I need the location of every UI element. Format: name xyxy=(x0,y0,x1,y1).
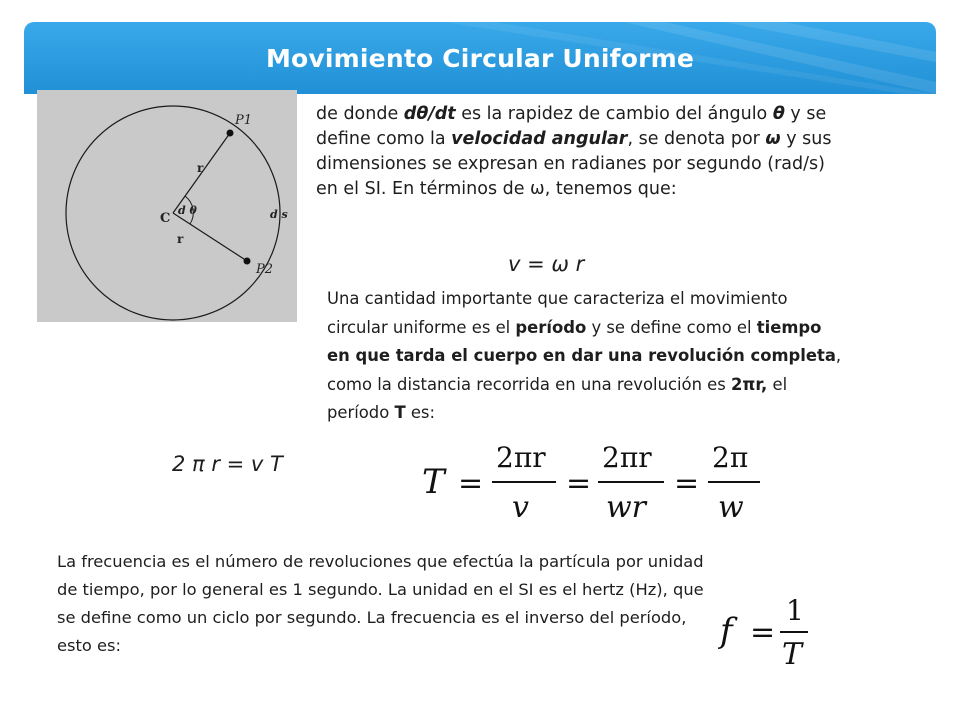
frequency-eq: = xyxy=(750,615,776,650)
label-dtheta: d θ xyxy=(178,204,197,217)
p1-text-2: es la rapidez de cambio del ángulo xyxy=(455,104,773,124)
p2-2pir: 2πr, xyxy=(731,374,768,394)
p1-text-5: y sus dimensiones se expresan en radianes por segundo (rad/s) en el SI. En términos de ω, tenemos que: xyxy=(316,129,832,199)
period-formula xyxy=(420,435,765,525)
period-paragraph xyxy=(327,285,847,428)
p2-periodo: período xyxy=(515,317,587,337)
label-r-bottom: r xyxy=(177,232,184,246)
radius-to-p2 xyxy=(173,213,247,261)
p2-tiempo-revolucion: tiempo en que tarda el cuerpo en dar una revolución completa xyxy=(327,317,836,365)
p1-text-3: y se define como la xyxy=(316,104,827,149)
p1-theta: θ xyxy=(772,104,785,124)
frequency-lhs: f xyxy=(720,611,733,651)
point-p1 xyxy=(227,130,234,137)
label-p2: P2 xyxy=(256,262,274,277)
period-lhs: T xyxy=(422,462,445,502)
formula-2pir-vT: 2 π r = v T xyxy=(172,452,283,476)
p1-velocidad-angular: velocidad angular xyxy=(451,129,628,149)
p2-text-5: es: xyxy=(405,403,435,422)
period-den-1: v xyxy=(512,490,529,525)
period-eq-1: = xyxy=(458,466,484,501)
frequency-formula xyxy=(716,590,810,670)
p1-omega: ω xyxy=(765,129,781,149)
frequency-den: T xyxy=(782,637,803,670)
slide-title: Movimiento Circular Uniforme xyxy=(265,44,695,73)
period-eq-3: = xyxy=(674,466,700,501)
angular-velocity-paragraph xyxy=(316,102,836,202)
circle-diagram xyxy=(37,90,297,322)
period-den-2: wr xyxy=(606,490,647,525)
period-num-1: 2πr xyxy=(496,441,546,474)
period-num-2: 2πr xyxy=(602,441,652,474)
p1-text-1: de donde xyxy=(316,104,404,124)
label-r-top: r xyxy=(197,161,204,175)
label-p1: P1 xyxy=(235,113,253,128)
period-den-3: w xyxy=(718,490,744,525)
point-p2 xyxy=(244,258,251,265)
label-ds: d s xyxy=(270,208,288,221)
p2-text-1: Una cantidad importante que caracteriza el movimiento circular uniforme es el xyxy=(327,289,788,337)
frequency-num: 1 xyxy=(786,594,804,627)
frequency-paragraph: La frecuencia es el número de revoluciones que efectúa la partícula por unidad de tiempo, por lo general es 1 segundo. La unidad en el SI es el hertz (Hz), que se define como un ciclo por segundo. La frecuencia es el inverso del período, esto es: xyxy=(57,552,704,655)
p2-text-3: , como la distancia recorrida en una revolución es xyxy=(327,346,842,394)
period-eq-2: = xyxy=(566,466,592,501)
formula-v-omega-r: v = ω r xyxy=(508,252,585,276)
p2-text-2: y se define como el xyxy=(586,317,757,337)
p1-text-4: , se denota por xyxy=(627,129,766,149)
p2-text-4: el período xyxy=(327,374,788,422)
period-num-3: 2π xyxy=(712,441,749,474)
p2-T: T xyxy=(394,403,406,422)
title-banner xyxy=(24,22,936,94)
p1-dtheta-dt: dθ/dt xyxy=(403,104,456,124)
label-center: C xyxy=(160,211,171,226)
